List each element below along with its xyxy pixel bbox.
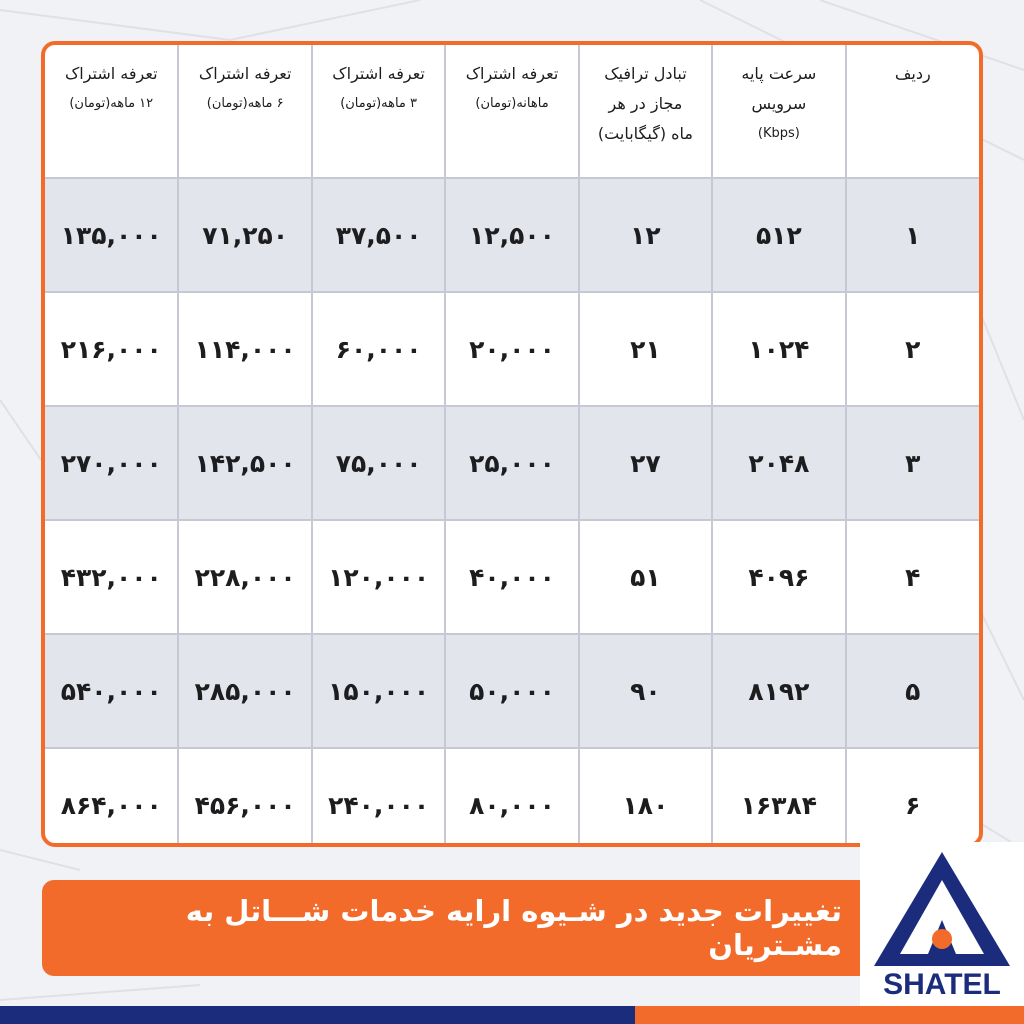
cell-3-month-fee: ۲۴۰,۰۰۰ <box>312 748 445 847</box>
cell-base-speed: ۱۰۲۴ <box>712 292 845 406</box>
cell-base-speed: ۱۶۳۸۴ <box>712 748 845 847</box>
cell-monthly-fee: ۵۰,۰۰۰ <box>445 634 578 748</box>
cell-base-speed: ۲۰۴۸ <box>712 406 845 520</box>
header-base-speed: سرعت پایه سرویس (Kbps) <box>712 45 845 178</box>
table-row <box>45 634 979 748</box>
header-monthly-fee: تعرفه اشتراک ماهانه(تومان) <box>445 45 578 178</box>
header-3-month-fee: تعرفه اشتراک ۳ ماهه(تومان) <box>312 45 445 178</box>
cell-6-month-fee: ۲۲۸,۰۰۰ <box>178 520 311 634</box>
header-traffic: تبادل ترافیک مجاز در هر ماه (گیگابایت) <box>579 45 712 178</box>
cell-row-number: ۲ <box>846 292 979 406</box>
cell-6-month-fee: ۱۴۲,۵۰۰ <box>178 406 311 520</box>
cell-row-number: ۳ <box>846 406 979 520</box>
cell-monthly-fee: ۱۲,۵۰۰ <box>445 178 578 292</box>
cell-12-month-fee: ۱۳۵,۰۰۰ <box>45 178 178 292</box>
header-row-number: ردیف <box>846 45 979 178</box>
cell-traffic: ۱۲ <box>579 178 712 292</box>
cell-base-speed: ۴۰۹۶ <box>712 520 845 634</box>
cell-traffic: ۲۷ <box>579 406 712 520</box>
tariff-table-card <box>41 41 983 847</box>
table-row <box>45 748 979 847</box>
cell-monthly-fee: ۲۵,۰۰۰ <box>445 406 578 520</box>
cell-6-month-fee: ۷۱,۲۵۰ <box>178 178 311 292</box>
cell-12-month-fee: ۸۶۴,۰۰۰ <box>45 748 178 847</box>
table-row <box>45 406 979 520</box>
cell-3-month-fee: ۳۷,۵۰۰ <box>312 178 445 292</box>
cell-row-number: ۶ <box>846 748 979 847</box>
cell-12-month-fee: ۲۷۰,۰۰۰ <box>45 406 178 520</box>
tariff-table <box>45 45 979 847</box>
cell-monthly-fee: ۸۰,۰۰۰ <box>445 748 578 847</box>
cell-traffic: ۹۰ <box>579 634 712 748</box>
logo-text: SHATEL <box>883 968 1001 1001</box>
table-row <box>45 520 979 634</box>
cell-12-month-fee: ۲۱۶,۰۰۰ <box>45 292 178 406</box>
cell-base-speed: ۵۱۲ <box>712 178 845 292</box>
cell-3-month-fee: ۷۵,۰۰۰ <box>312 406 445 520</box>
cell-row-number: ۴ <box>846 520 979 634</box>
cell-monthly-fee: ۲۰,۰۰۰ <box>445 292 578 406</box>
cell-3-month-fee: ۱۵۰,۰۰۰ <box>312 634 445 748</box>
cell-3-month-fee: ۶۰,۰۰۰ <box>312 292 445 406</box>
cell-6-month-fee: ۲۸۵,۰۰۰ <box>178 634 311 748</box>
cell-row-number: ۱ <box>846 178 979 292</box>
table-row <box>45 178 979 292</box>
cell-traffic: ۲۱ <box>579 292 712 406</box>
cell-row-number: ۵ <box>846 634 979 748</box>
cell-6-month-fee: ۱۱۴,۰۰۰ <box>178 292 311 406</box>
cell-traffic: ۱۸۰ <box>579 748 712 847</box>
shatel-logo-icon <box>860 842 1024 1006</box>
cell-monthly-fee: ۴۰,۰۰۰ <box>445 520 578 634</box>
cell-base-speed: ۸۱۹۲ <box>712 634 845 748</box>
header-row <box>45 45 979 178</box>
table-row <box>45 292 979 406</box>
cell-6-month-fee: ۴۵۶,۰۰۰ <box>178 748 311 847</box>
cell-12-month-fee: ۵۴۰,۰۰۰ <box>45 634 178 748</box>
header-12-month-fee: تعرفه اشتراک ۱۲ ماهه(تومان) <box>45 45 178 178</box>
cell-3-month-fee: ۱۲۰,۰۰۰ <box>312 520 445 634</box>
cell-traffic: ۵۱ <box>579 520 712 634</box>
header-6-month-fee: تعرفه اشتراک ۶ ماهه(تومان) <box>178 45 311 178</box>
banner-text: تغییرات جدید در شـیوه ارایه خدمات شـــاتل به مشـتریان <box>185 894 842 962</box>
cell-12-month-fee: ۴۳۲,۰۰۰ <box>45 520 178 634</box>
bottom-brand-bar <box>0 1006 1024 1024</box>
shatel-logo <box>860 842 1024 1006</box>
